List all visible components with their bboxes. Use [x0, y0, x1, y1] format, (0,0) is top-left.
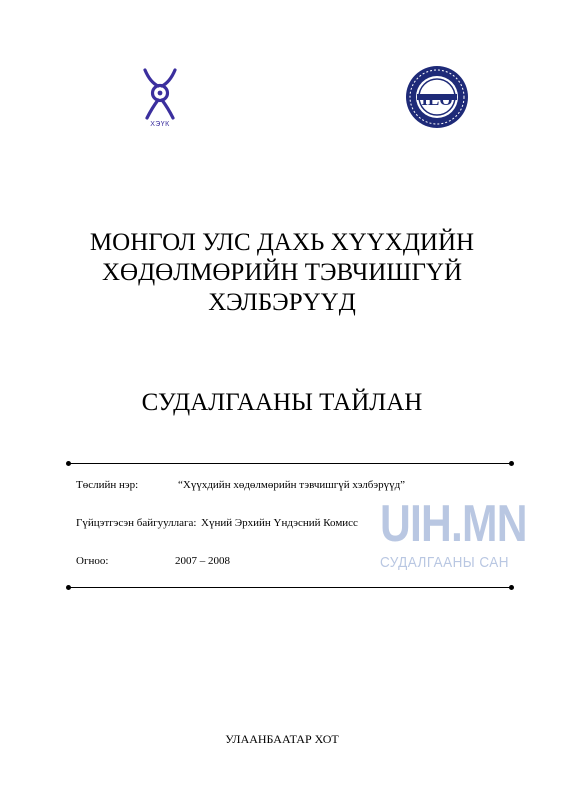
- organization-value: Хүний Эрхийн Үндэсний Комисс: [201, 517, 358, 529]
- title-line: ХӨДӨЛМӨРИЙН ТЭВЧИШГҮЙ: [101, 259, 463, 286]
- title-line: МОНГОЛ УЛС ДАХЬ ХҮҮХДИЙН: [89, 229, 475, 256]
- title-line: ХЭЛБЭРҮҮД: [208, 289, 356, 316]
- organization-label: Гүйцэтгэсэн байгууллага:: [76, 517, 197, 529]
- hrc-logo-text: ХЭҮК: [150, 121, 170, 128]
- watermark-subtitle: СУДАЛГААНЫ САН: [380, 554, 509, 571]
- hrc-logo: [136, 66, 184, 132]
- date-value: 2007 – 2008: [175, 555, 230, 567]
- child-figure-icon: [136, 66, 184, 122]
- bottom-divider: [66, 583, 514, 593]
- place-footer: УЛААНБААТАР ХОТ: [225, 732, 339, 746]
- ilo-logo-text: ILO: [421, 90, 453, 109]
- watermark-title: UIH.MN: [380, 495, 527, 553]
- project-label: Төслийн нэр:: [76, 479, 139, 491]
- date-label: Огноо:: [76, 555, 109, 567]
- report-subtitle: СУДАЛГААНЫ ТАЙЛАН: [141, 389, 423, 416]
- top-divider: [66, 459, 514, 469]
- ilo-emblem-icon: [404, 64, 470, 130]
- watermark: [380, 496, 544, 586]
- report-title: [40, 228, 524, 318]
- ilo-logo: [404, 64, 470, 130]
- project-value: “Хүүхдийн хөдөлмөрийн тэвчишгүй хэлбэрүүд”: [178, 479, 406, 491]
